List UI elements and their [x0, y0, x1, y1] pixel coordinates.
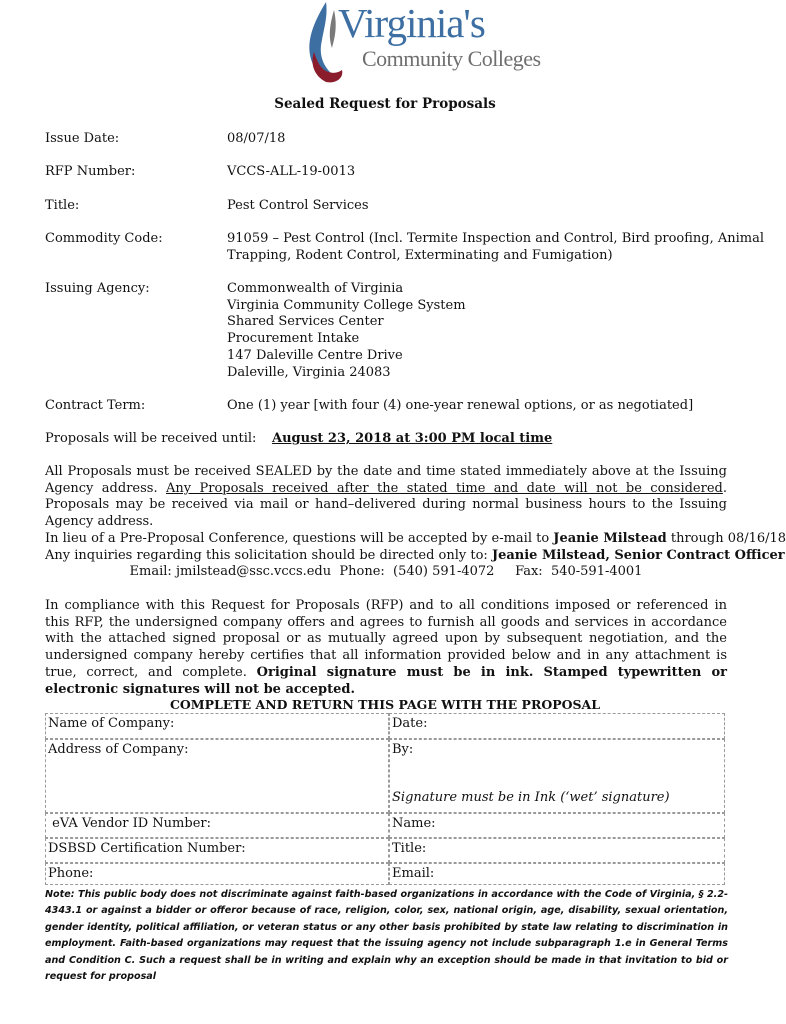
questions-deadline: through 08/16/18 — [670, 531, 786, 546]
document-title: Sealed Request for Proposals — [274, 96, 496, 112]
questions-text: In lieu of a Pre-Proposal Conference, questions will be accepted by e-mail to — [45, 531, 550, 546]
agency-line: Virginia Community College System — [227, 297, 466, 313]
company-address-field[interactable]: Address of Company: — [45, 739, 389, 813]
dsbsd-certification-field[interactable]: DSBSD Certification Number: — [45, 838, 389, 863]
late-proposal-warning: Any Proposals received after the stated time and date will not be considered — [166, 480, 723, 496]
field-value — [227, 281, 727, 381]
contact-officer: Jeanie Milstead, Senior Contract Officer — [491, 547, 785, 563]
agency-line: Daleville, Virginia 24083 — [227, 364, 391, 380]
submission-text-2: . Proposals may be received via mail or hand–delivered during normal business hours to the Issuing Agency address. — [45, 480, 727, 530]
deadline-label: Proposals will be received until: — [45, 431, 257, 446]
logo-subtitle: Community Colleges — [362, 46, 541, 71]
field-value: Pest Control Services — [227, 198, 369, 213]
title-field[interactable]: Title: — [389, 838, 725, 863]
commodity-line: Trapping, Rodent Control, Exterminating and Fumigation) — [227, 247, 613, 263]
compliance-paragraph — [45, 598, 727, 698]
name-field[interactable]: Name: — [389, 813, 725, 838]
logo-title: Virginia's — [338, 0, 485, 46]
field-label: Issue Date: — [45, 131, 120, 146]
contact-details: Email: jmilstead@ssc.vccs.edu Phone: (540) 591-4072 Fax: 540-591-4001 — [129, 564, 643, 580]
field-label: Commodity Code: — [45, 231, 163, 246]
date-field[interactable]: Date: — [389, 713, 725, 739]
complete-heading: COMPLETE AND RETURN THIS PAGE WITH THE PROPOSAL — [169, 697, 601, 712]
field-value: One (1) year [with four (4) one-year renewal options, or as negotiated] — [227, 398, 694, 413]
signature-requirement: Original signature must be in ink. Stamped typewritten or electronic signatures will not be accepted. — [45, 664, 727, 697]
agency-line: Commonwealth of Virginia — [227, 281, 404, 296]
phone-field[interactable]: Phone: — [45, 863, 389, 885]
signature-field[interactable] — [389, 739, 725, 813]
inquiries-text: Any inquiries regarding this solicitation should be directed only to: — [45, 547, 488, 563]
contact-name: Jeanie Milstead — [553, 531, 667, 546]
questions-line — [45, 531, 786, 548]
inquiries-line — [45, 547, 785, 565]
field-value: 08/07/18 — [227, 131, 286, 146]
compliance-text: In compliance with this Request for Proposals (RFP) and to all conditions imposed or referenced in this RFP, the undersigned company offers and agrees to furnish all goods and services in accordance with the attached signed proposal or as mutually agreed upon by subsequent negotiation, and the undersigned company hereby certifies that all information provided below and in any attachment is true, correct, and complete. — [45, 598, 727, 680]
vccs-logo — [300, 0, 541, 86]
deadline-value: August 23, 2018 at 3:00 PM local time — [272, 431, 553, 446]
field-value — [227, 231, 765, 264]
agency-line: Procurement Intake — [227, 331, 360, 347]
field-label: Contract Term: — [45, 398, 146, 413]
submission-text: All Proposals must be received SEALED by the date and time stated immediately above at the Issuing Agency address. — [45, 464, 727, 496]
commodity-line: 91059 – Pest Control (Incl. Termite Inspection and Control, Bird proofing, Animal — [227, 231, 765, 246]
nondiscrimination-note: Note: This public body does not discriminate against faith-based organizations in accordance with the Code of Virginia, § 2.2-4343.1 or against a bidder or offeror because of race, religion, color, sex, national origin, age, disability, sexual orientation, gender identity, political affiliation, or veteran status or any other basis prohibited by state law relating to discrimination in employment. Faith-based organizations may request that the issuing agency not include subparagraph 1.e in General Terms and Condition C. Such a request shall be in writing and explain why an exception should be made in that invitation to bid or request for proposal — [45, 889, 728, 983]
field-value: VCCS-ALL-19-0013 — [227, 164, 356, 179]
agency-line: 147 Daleville Centre Drive — [227, 347, 403, 363]
field-label: Title: — [45, 198, 80, 213]
contact-paragraph — [45, 531, 786, 581]
company-name-field[interactable]: Name of Company: — [45, 713, 389, 739]
by-label: By: — [392, 742, 414, 757]
eva-vendor-id-field[interactable]: eVA Vendor ID Number: — [45, 813, 389, 838]
submission-paragraph — [45, 464, 727, 531]
agency-line: Shared Services Center — [227, 314, 384, 330]
email-field[interactable]: Email: — [389, 863, 725, 885]
signature-note: Signature must be in Ink (‘wet’ signature) — [392, 790, 670, 805]
field-label: RFP Number: — [45, 164, 136, 179]
field-label: Issuing Agency: — [45, 281, 150, 296]
